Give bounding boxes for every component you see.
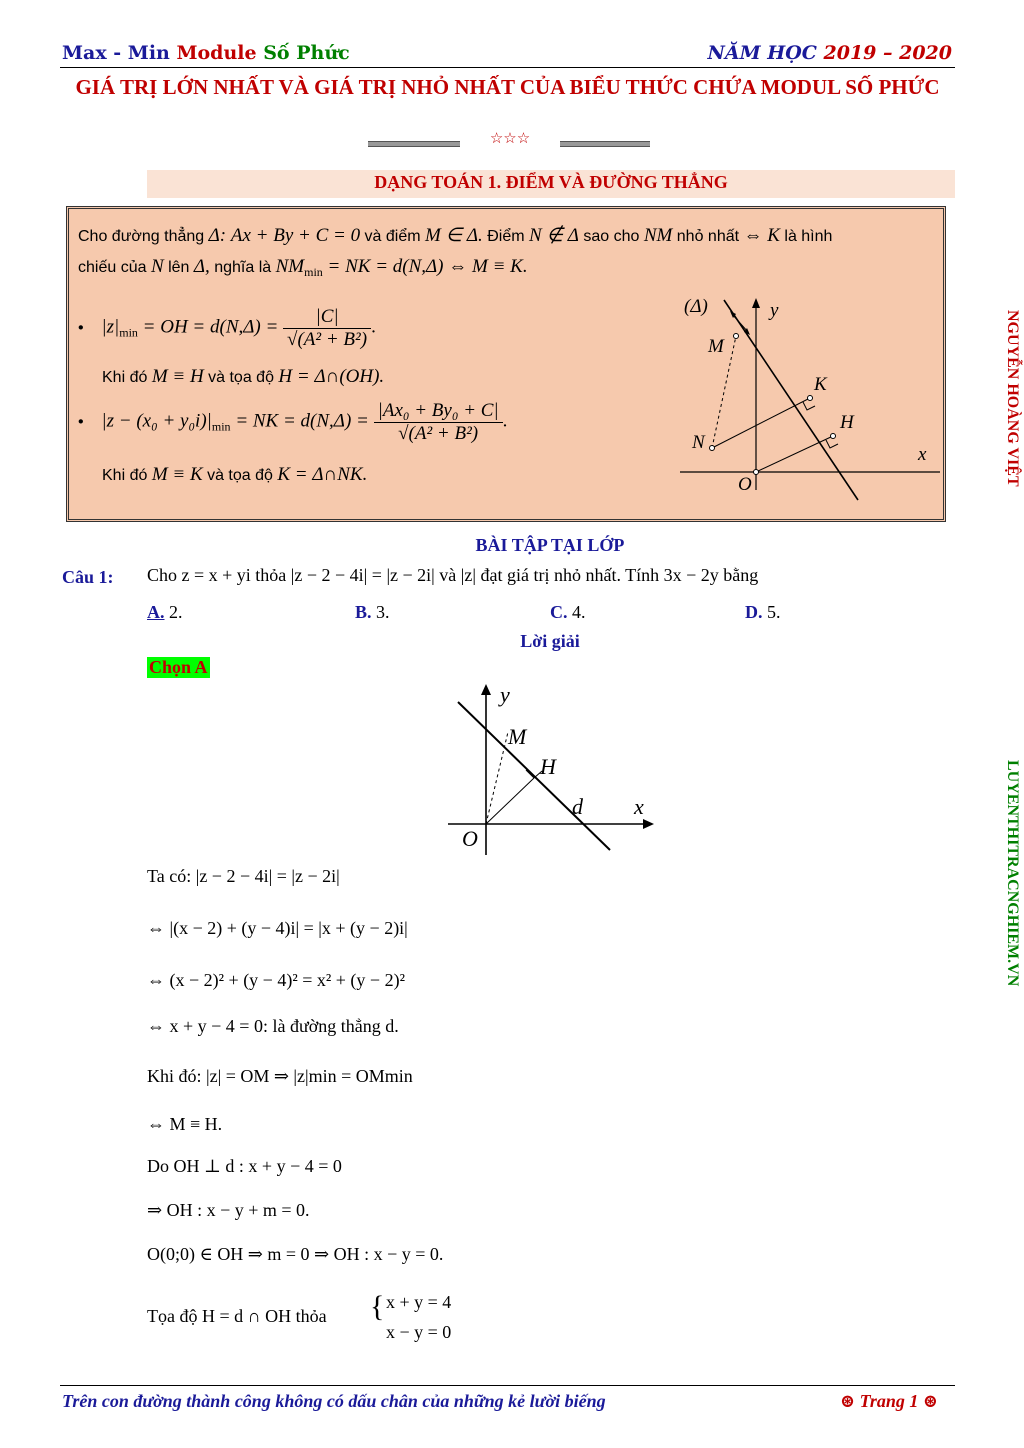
box-math: . [371,316,376,338]
option-b-value: 3. [371,602,390,622]
option-d-key: D. [745,602,763,622]
box-math: NM [275,256,305,277]
box-math: N ∉ Δ [529,225,579,246]
option-c-key: C. [550,602,568,622]
exercise-heading: BÀI TẬP TẠI LỚP [475,535,625,555]
fig2-x-arrow [643,819,654,829]
box-subscript: min [119,325,138,340]
header-left-part1: Max - Min [62,42,177,64]
side-author: NGUYỄN HOÀNG VIỆT [1004,310,1021,487]
box-text: và tọa độ [202,467,278,484]
fig1-segment-OH [756,436,833,472]
box-text: và tọa độ [203,369,279,386]
fig2-label-y: y [500,682,510,707]
header-right-part1: NĂM HỌC [707,42,824,64]
fig1-slide-arrow [732,314,748,332]
bullet-dot: • [78,319,102,337]
fig2-label-M: M [508,724,527,749]
header-rule [60,67,955,68]
fig1-label-K: K [814,374,827,395]
chosen-answer: Chọn A [149,657,208,677]
box-text: là hình [779,228,833,245]
header-right [708,42,953,64]
bullet-dot: • [78,413,102,431]
step-7: Do OH ⊥ d : x + y − 4 = 0 [147,1156,342,1176]
fig1-point-H [831,434,836,439]
box-math: N [150,256,164,277]
fig2-segment-OH [486,778,534,824]
box-math: H = Δ∩(OH). [278,366,385,387]
fig1-right-angle-H [826,440,838,448]
step-8: ⇒ OH : x − y + m = 0. [147,1200,310,1220]
fig1-label-x: x [918,444,927,465]
box-text: Điểm [482,228,530,245]
fraction [283,306,371,351]
fig1-point-O [754,470,759,475]
figure-line-projection [670,290,940,510]
fig1-right-angle-K [803,402,815,410]
footer-motto: Trên con đường thành công không có dấu chân của những kẻ lười biếng [62,1391,606,1411]
box-text: lên [163,259,194,276]
option-d-value: 5. [762,602,781,622]
box-math: . [502,410,508,432]
step-9: O(0;0) ∈ OH ⇒ m = 0 ⇒ OH : x − y = 0. [147,1244,444,1264]
fig1-label-H: H [840,412,854,433]
fig2-line-d [458,702,610,850]
step-1: Ta có: |z − 2 − 4i| = |z − 2i| [147,866,340,886]
step-3: ⇔ (x − 2)² + (y − 4)² = x² + (y − 2)² [147,970,405,990]
box-math: |z| [101,316,120,338]
option-a-key: A. [147,602,165,622]
option-a [147,602,183,623]
box-math: M ≡ H [151,366,204,387]
box-math: = OH = d(N,Δ) = [137,316,284,338]
box-math: |z − (x₀ + y₀i)| [101,410,212,432]
bullet-1-note [102,366,384,388]
system-eq-2: x − y = 0 [386,1322,452,1342]
fig1-label-M: M [708,336,724,357]
step-5: Khi đó: |z| = OM ⇒ |z|min = OMmin [147,1066,413,1086]
box-subscript: min [304,265,323,279]
fig1-label-N: N [692,432,705,453]
footer-rule [60,1385,955,1386]
box-line-2 [78,256,528,280]
box-math: Δ: Ax + By + C = 0 [208,225,361,246]
system-eq-1: x + y = 4 [386,1292,452,1312]
box-text: Khi đó [102,467,152,484]
step-10-prefix: Tọa độ H = d ∩ OH thỏa [147,1306,327,1326]
box-math: K = Δ∩NK. [277,464,368,485]
step-6: ⇔ M ≡ H. [147,1114,223,1134]
fraction-numerator: |C| [283,306,371,329]
fig1-point-K [808,396,813,401]
option-b-key: B. [355,602,372,622]
question-label: Câu 1: [62,567,114,587]
box-math: ⇔ K [743,225,780,246]
option-c-value: 4. [567,602,586,622]
fig1-label-delta: (Δ) [684,296,708,317]
header-left-part2: Module [176,42,264,64]
header-right-part2: 2019 – 2020 [823,42,952,64]
box-text: Khi đó [102,369,152,386]
box-text: và điểm [360,228,425,245]
fig1-delta-line [724,300,858,500]
side-website: LUYENTHITRACNGHIEM.VN [1004,760,1021,987]
box-math: M ∈ Δ. [425,225,483,246]
option-a-value: 2. [164,602,183,622]
question-text: Cho z = x + yi thỏa |z − 2 − 4i| = |z − 2i| và |z| đạt giá trị nhỏ nhất. Tính 3x − 2y bằng [147,565,759,585]
fig1-point-M [734,334,739,339]
page-title: GIÁ TRỊ LỚN NHẤT VÀ GIÁ TRỊ NHỎ NHẤT CỦA BIỂU THỨC CHỨA MODUL SỐ PHỨC [75,75,940,99]
fig2-label-H: H [540,754,556,779]
box-math: = NK = d(N,Δ) = [230,410,374,432]
bullet-2 [78,400,507,445]
title-stars: ☆☆☆ [460,130,560,148]
fig2-segment-OM [486,732,508,824]
box-subscript: min [211,419,231,434]
box-text: sao cho [578,228,644,245]
fig2-label-O: O [462,826,478,851]
box-text: nhỏ nhất [672,228,744,245]
fraction [374,400,503,445]
system-brace: { [370,1290,385,1323]
fraction-numerator: |Ax₀ + By₀ + C| [374,400,503,423]
footer-page-number: ⊛ Trang 1 ⊛ [839,1391,938,1411]
option-b [355,602,390,623]
step-10 [147,1306,327,1327]
fig2-label-d: d [572,794,583,819]
option-c [550,602,586,623]
box-line-1 [78,224,832,247]
step-4: ⇔ x + y − 4 = 0: là đường thẳng d. [147,1016,399,1036]
section-title: DẠNG TOÁN 1. ĐIỂM VÀ ĐƯỜNG THẲNG [374,172,728,192]
box-math: NM [643,225,673,246]
bullet-2-note [102,464,367,486]
box-math: M ≡ K [151,464,203,485]
bullet-1 [78,306,376,351]
option-d [745,602,781,623]
box-text: chiếu của [78,259,151,276]
fig1-point-N [710,446,715,451]
figure-solution [440,680,660,860]
fig1-segment-NK [712,398,810,448]
fig2-y-arrow [481,684,491,695]
header-left [62,42,350,64]
fraction-denominator: √(A² + B²) [287,329,368,350]
box-text: nghĩa là [209,259,276,276]
solution-heading: Lời giải [520,631,580,651]
box-math: = NK = d(N,Δ) ⇔ M ≡ K. [322,256,528,277]
fraction-denominator: √(A² + B²) [398,423,479,444]
fig1-y-arrow [752,298,760,308]
fig2-label-x: x [634,794,644,819]
box-math: Δ, [193,256,210,277]
header-left-part3: Số Phức [263,42,350,64]
box-text: Cho đường thẳng [78,228,209,245]
fig1-label-y: y [770,300,779,321]
step-2: ⇔ |(x − 2) + (y − 4)i| = |x + (y − 2)i| [147,918,408,938]
fig1-label-O: O [738,474,752,495]
